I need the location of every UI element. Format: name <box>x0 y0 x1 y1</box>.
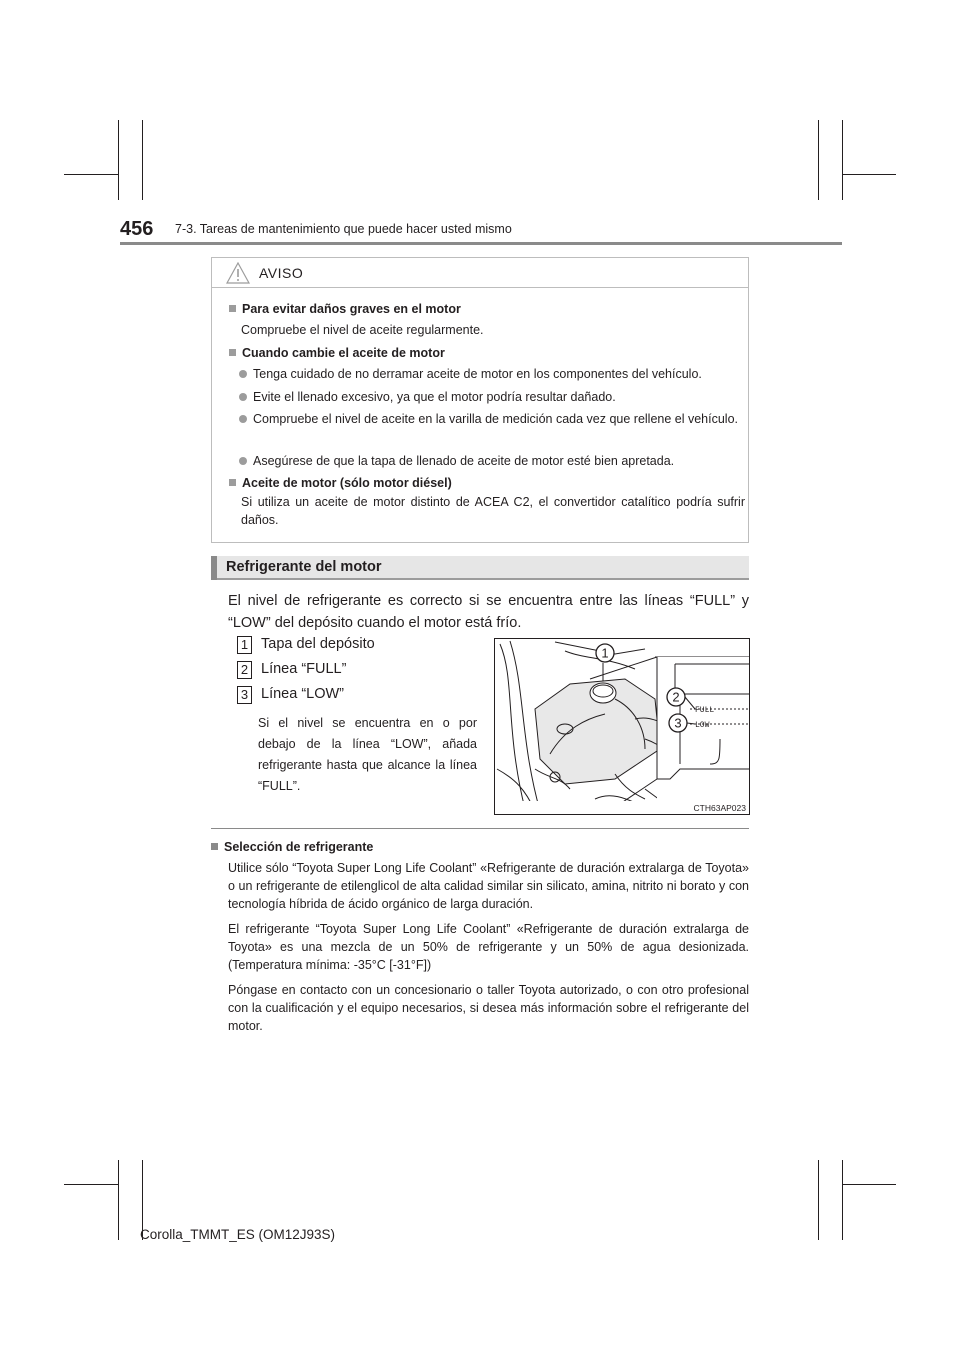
square-bullet-icon <box>211 843 218 850</box>
crop-mark <box>64 174 118 175</box>
warning-box <box>211 257 749 543</box>
low-line-label: LOW <box>695 721 710 730</box>
square-bullet-icon <box>229 479 236 486</box>
coolant-selection <box>211 838 749 1042</box>
crop-mark <box>842 174 896 175</box>
warning-text: Si utiliza un aceite de motor distinto de ACEA C2, el convertidor catalítico podría sufrir daños. <box>241 495 745 527</box>
coolant-paragraph: El refrigerante “Toyota Super Long Life Coolant” «Refrigerante de duración extralarga de Toyota» es una mezcla de un 50% de refrigerante y un 50% de agua desionizada. (Temperatura mínima: -35°C [-31°F]) <box>228 922 749 972</box>
callout-label: Línea “LOW” <box>261 686 344 702</box>
crop-mark <box>64 1184 118 1185</box>
separator <box>211 828 749 829</box>
square-bullet-icon <box>229 349 236 356</box>
warning-triangle-icon <box>226 262 250 284</box>
crop-mark <box>118 120 119 200</box>
footer-model: Corolla_TMMT_ES (OM12J93S) <box>140 1227 336 1242</box>
coolant-reservoir-illustration <box>495 639 749 814</box>
callout-number: 1 <box>237 636 252 654</box>
warning-text: Compruebe el nivel de aceite regularmente. <box>241 323 484 337</box>
figure-code: CTH63AP023 <box>693 803 746 813</box>
warning-item: Para evitar daños graves en el motor <box>229 300 745 318</box>
crop-mark <box>818 120 819 200</box>
square-bullet-icon <box>229 305 236 312</box>
section-heading <box>211 556 749 580</box>
marker-3: 3 <box>674 715 682 731</box>
marker-2: 2 <box>672 689 680 705</box>
coolant-paragraph: Utilice sólo “Toyota Super Long Life Coolant” «Refrigerante de duración extralarga de Toyota» o un refrigerante de etilenglicol de alta calidad similar sin silicato, amina, nitrito ni borato y con tecnología híbrida de ácido orgánico de larga duración. <box>228 861 749 911</box>
warning-header <box>212 258 748 288</box>
warning-item: Cuando cambie el aceite de motor <box>229 344 745 362</box>
full-line-label: FULL <box>695 706 715 715</box>
engine-coolant-figure <box>494 638 750 815</box>
crop-mark <box>842 1184 896 1185</box>
marker-1: 1 <box>601 645 609 661</box>
coolant-paragraph: Póngase en contacto con un concesionario o taller Toyota autorizado, o con otro profesional con la cualificación y el equipo necesarios, si desea más información sobre el refrigerante del motor. <box>228 983 749 1033</box>
section-accent <box>211 556 217 580</box>
callout-number: 3 <box>237 686 252 704</box>
intro-paragraph: El nivel de refrigerante es correcto si se encuentra entre las líneas “FULL” y “LOW” del depósito cuando el motor está frío. <box>228 593 749 631</box>
circle-bullet-icon <box>239 457 247 465</box>
page-number: 456 <box>120 218 154 240</box>
warning-item: Aceite de motor (sólo motor diésel) <box>229 474 745 492</box>
warning-bullet: Asegúrese de que la tapa de llenado de aceite de motor esté bien apretada. <box>229 452 769 470</box>
callout-label: Tapa del depósito <box>261 636 375 652</box>
warning-title: AVISO <box>259 265 304 281</box>
circle-bullet-icon <box>239 393 247 401</box>
crop-mark <box>842 120 843 200</box>
callout-number: 2 <box>237 661 252 679</box>
crop-mark <box>118 1160 119 1240</box>
circle-bullet-icon <box>239 415 247 423</box>
note-paragraph: Si el nivel se encuentra en o por debajo de la línea “LOW”, añada refrigerante hasta que alcance la línea “FULL”. <box>258 716 477 793</box>
crop-mark <box>142 120 143 200</box>
warning-bullet: Tenga cuidado de no derramar aceite de motor en los componentes del vehículo. <box>229 365 769 383</box>
warning-bullet: Compruebe el nivel de aceite en la varilla de medición cada vez que rellene el vehículo. <box>229 410 757 428</box>
header-rule <box>120 242 842 245</box>
warning-bullet: Evite el llenado excesivo, ya que el motor podría resultar dañado. <box>229 388 769 406</box>
circle-bullet-icon <box>239 370 247 378</box>
section-title: 7-3. Tareas de mantenimiento que puede hacer usted mismo <box>175 222 512 236</box>
crop-mark <box>842 1160 843 1240</box>
crop-mark <box>818 1160 819 1240</box>
callout-label: Línea “FULL” <box>261 661 347 677</box>
section-heading-title: Refrigerante del motor <box>226 559 382 575</box>
coolant-heading: Selección de refrigerante <box>211 838 749 856</box>
